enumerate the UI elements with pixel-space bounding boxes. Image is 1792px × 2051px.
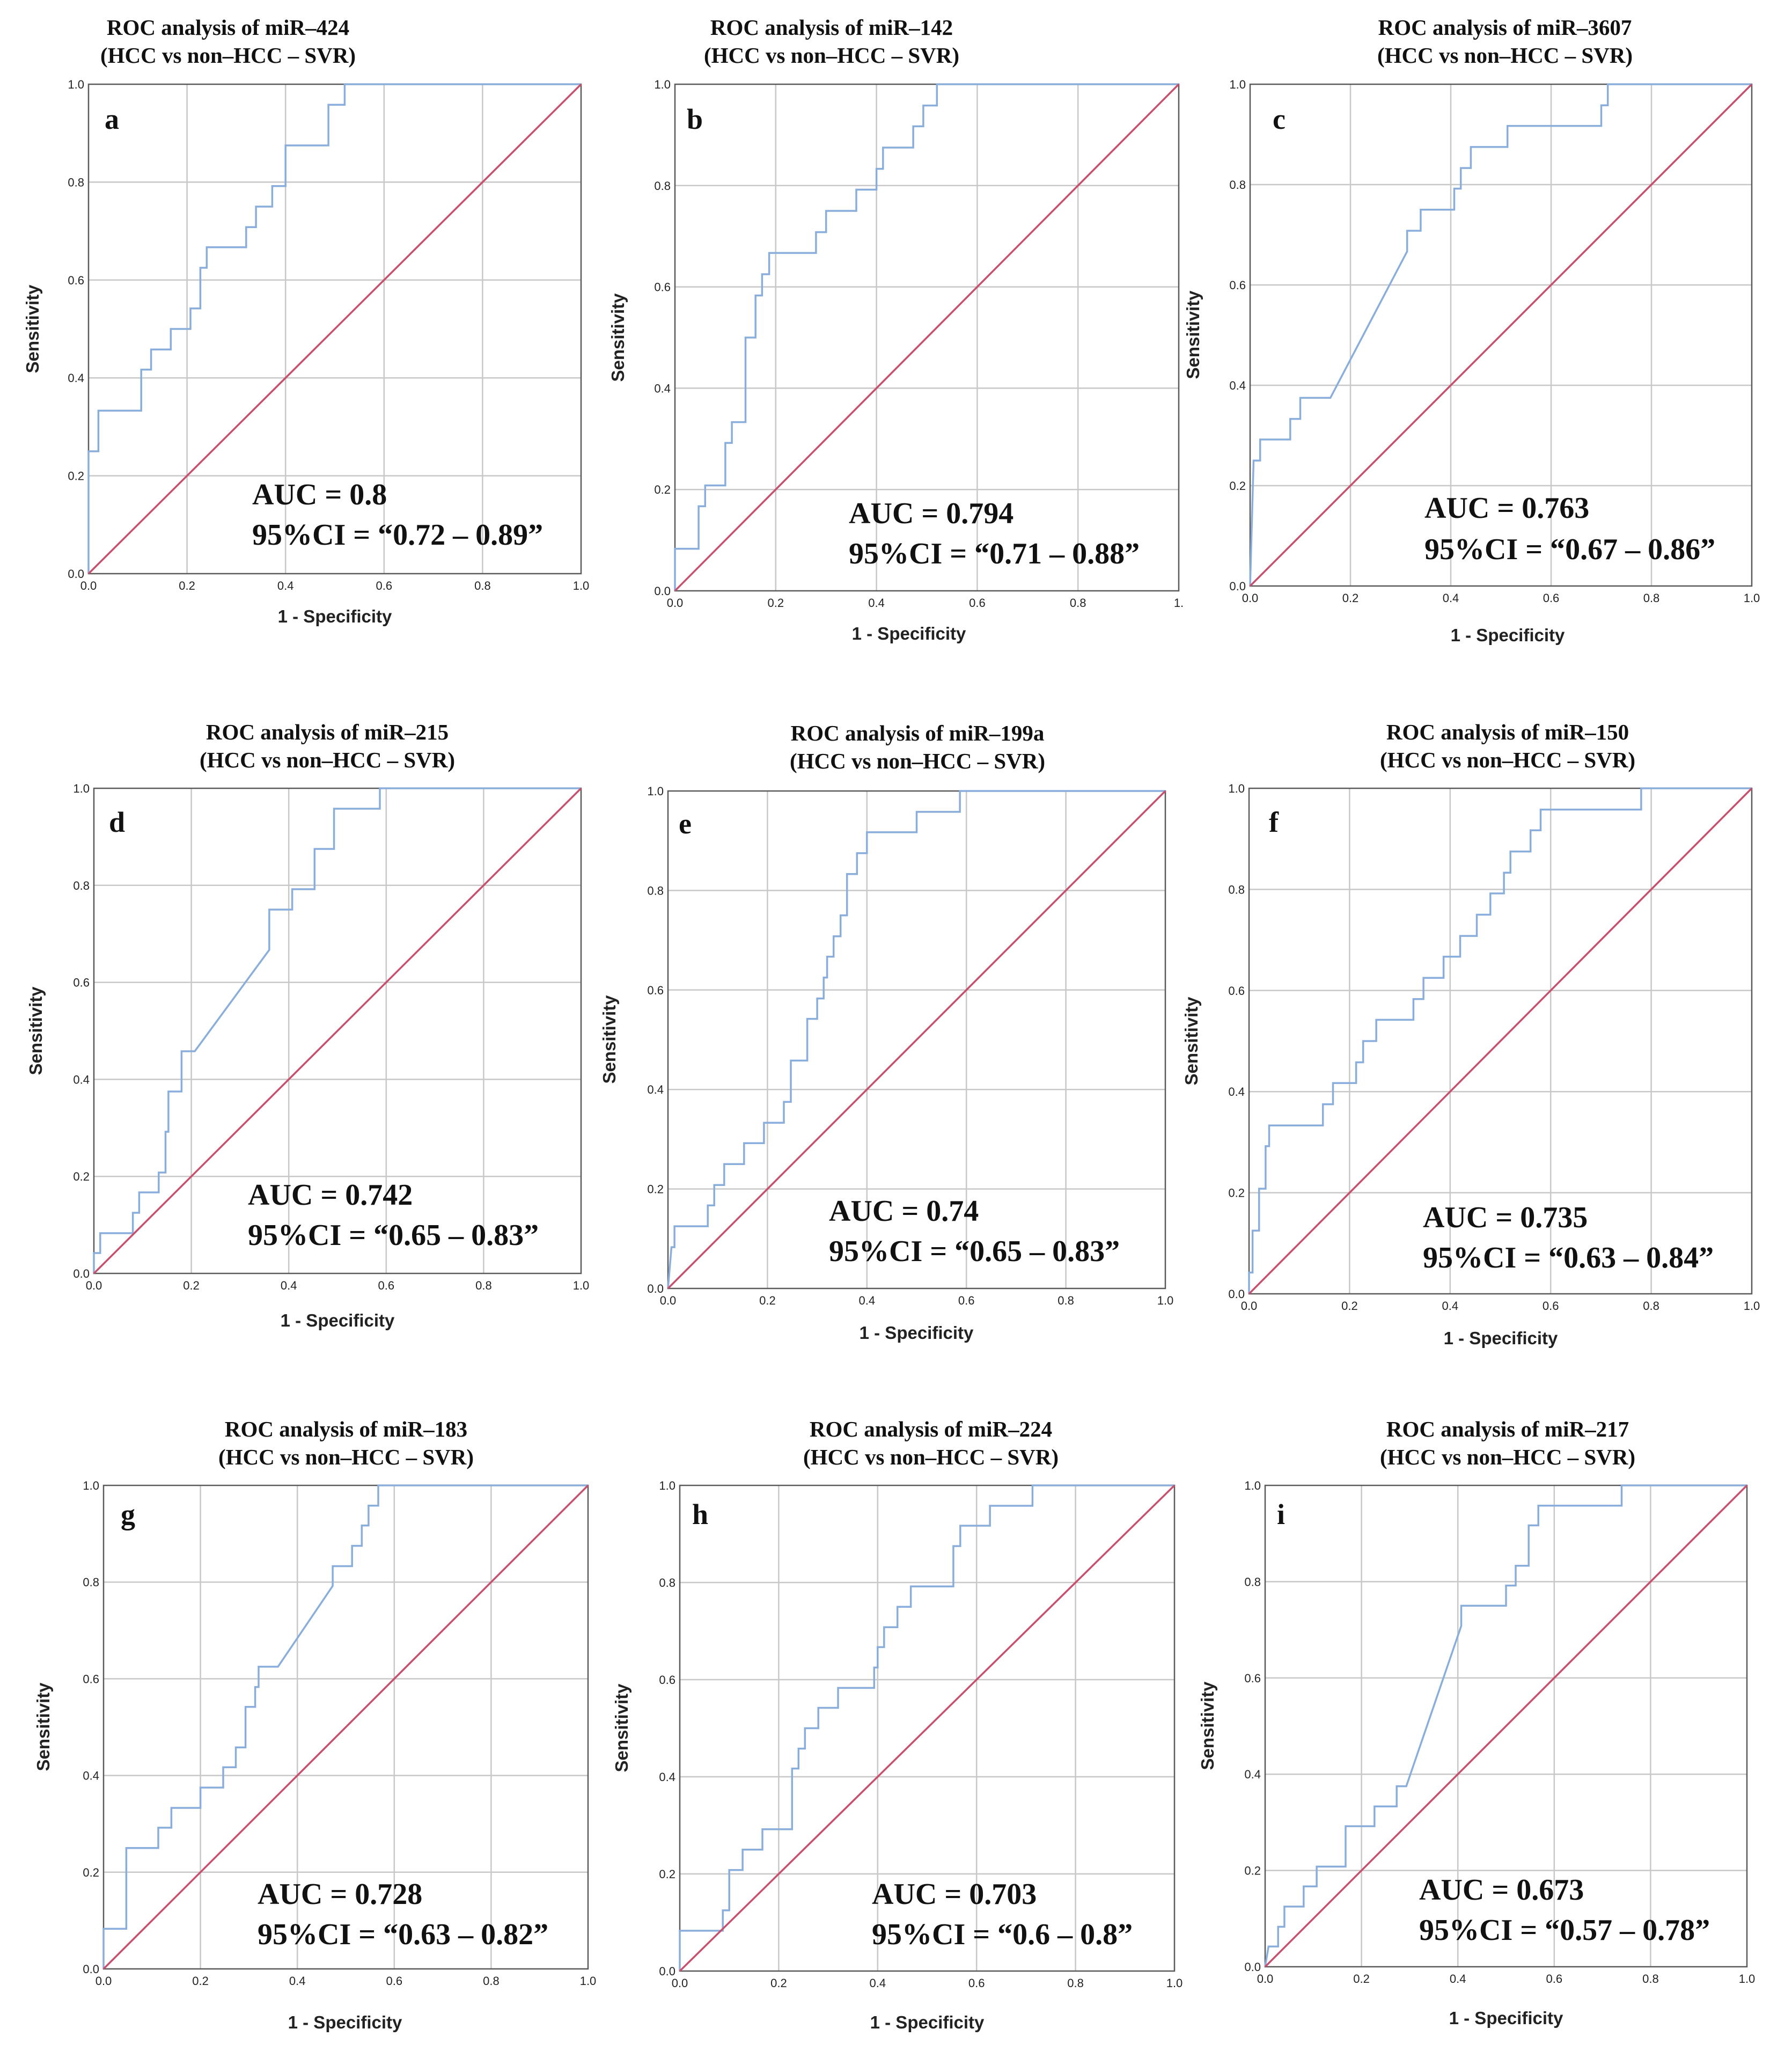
x-tick-label: 1. bbox=[1173, 596, 1184, 610]
x-tick-label: 1.0 bbox=[1157, 1294, 1174, 1307]
y-axis-label: Sensitivity bbox=[1183, 290, 1203, 379]
ci-annotation: 95%CI = “0.65 – 0.83” bbox=[829, 1235, 1120, 1268]
y-tick-label: 0.4 bbox=[1244, 1768, 1261, 1782]
x-tick-label: 0.4 bbox=[858, 1294, 876, 1307]
y-tick-label: 0.6 bbox=[68, 273, 84, 287]
x-axis-label: 1 - Specificity bbox=[1443, 1328, 1558, 1348]
y-tick-label: 0.0 bbox=[1228, 1287, 1245, 1301]
auc-annotation: AUC = 0.8 bbox=[252, 478, 387, 511]
x-tick-label: 0.6 bbox=[378, 1279, 395, 1292]
y-tick-label: 1.0 bbox=[654, 78, 671, 91]
panel-d bbox=[26, 720, 589, 1330]
panel-e bbox=[599, 721, 1173, 1343]
y-tick-label: 0.4 bbox=[68, 371, 84, 385]
x-axis-label: 1 - Specificity bbox=[859, 1323, 974, 1343]
y-axis-label: Sensitivity bbox=[612, 1683, 631, 1772]
y-tick-label: 0.8 bbox=[73, 878, 90, 892]
y-axis-label: Sensitivity bbox=[608, 293, 628, 382]
chart-subtitle: (HCC vs non–HCC – SVR) bbox=[1377, 43, 1633, 68]
y-tick-label: 0.6 bbox=[1244, 1671, 1261, 1685]
x-tick-label: 0.4 bbox=[869, 1976, 886, 1990]
y-tick-label: 0.0 bbox=[659, 1965, 675, 1978]
panel-letter: d bbox=[109, 806, 126, 838]
y-tick-label: 0.6 bbox=[647, 983, 664, 997]
x-tick-label: 0.0 bbox=[1240, 1299, 1258, 1313]
x-tick-label: 0.6 bbox=[386, 1974, 403, 1988]
x-tick-label: 0.8 bbox=[1643, 591, 1660, 605]
x-tick-label: 1.0 bbox=[579, 1974, 597, 1988]
y-tick-label: 0.2 bbox=[654, 483, 671, 497]
y-tick-label: 0.0 bbox=[654, 584, 671, 598]
x-tick-label: 0.0 bbox=[85, 1279, 102, 1292]
x-tick-label: 0.6 bbox=[376, 579, 393, 592]
chart-subtitle: (HCC vs non–HCC – SVR) bbox=[1379, 1445, 1636, 1469]
ci-annotation: 95%CI = “0.67 – 0.86” bbox=[1424, 533, 1716, 566]
panel-letter: f bbox=[1269, 806, 1279, 838]
y-tick-label: 0.8 bbox=[68, 175, 84, 189]
panel-g bbox=[33, 1417, 596, 2032]
x-tick-label: 1.0 bbox=[1166, 1976, 1183, 1990]
y-axis-label: Sensitivity bbox=[1198, 1681, 1217, 1770]
y-tick-label: 0.0 bbox=[1229, 580, 1246, 593]
x-tick-label: 0.4 bbox=[1449, 1972, 1466, 1986]
x-tick-label: 1.0 bbox=[572, 1279, 590, 1292]
x-tick-label: 0.6 bbox=[958, 1294, 975, 1307]
y-tick-label: 0.0 bbox=[68, 567, 84, 581]
x-tick-label: 0.6 bbox=[1543, 591, 1560, 605]
x-tick-label: 0.4 bbox=[868, 596, 885, 610]
x-tick-label: 0.2 bbox=[1341, 1299, 1358, 1313]
chart-title: ROC analysis of miR–217 bbox=[1386, 1417, 1629, 1441]
y-tick-label: 0.8 bbox=[654, 179, 671, 193]
panel-i bbox=[1198, 1417, 1755, 2028]
y-tick-label: 0.6 bbox=[1228, 984, 1245, 998]
x-tick-label: 1.0 bbox=[572, 579, 590, 592]
x-axis-label: 1 - Specificity bbox=[280, 1310, 395, 1330]
chart-subtitle: (HCC vs non–HCC – SVR) bbox=[100, 43, 356, 68]
x-tick-label: 0.4 bbox=[1442, 591, 1459, 605]
y-axis-label: Sensitivity bbox=[1181, 997, 1201, 1086]
panel-letter: a bbox=[105, 103, 119, 135]
y-tick-label: 1.0 bbox=[68, 78, 84, 91]
panel-c bbox=[1183, 15, 1760, 645]
ci-annotation: 95%CI = “0.63 – 0.84” bbox=[1423, 1241, 1714, 1274]
chart-subtitle: (HCC vs non–HCC – SVR) bbox=[199, 748, 456, 772]
chart-title: ROC analysis of miR–224 bbox=[809, 1417, 1053, 1441]
x-tick-label: 1.0 bbox=[1743, 1299, 1760, 1313]
chart-title: ROC analysis of miR–215 bbox=[205, 720, 449, 744]
panel-letter: i bbox=[1277, 1498, 1286, 1530]
auc-annotation: AUC = 0.735 bbox=[1423, 1201, 1588, 1234]
y-tick-label: 0.2 bbox=[1244, 1864, 1261, 1878]
y-tick-label: 1.0 bbox=[1228, 782, 1245, 795]
y-tick-label: 0.0 bbox=[1244, 1960, 1261, 1974]
x-tick-label: 0.4 bbox=[280, 1279, 297, 1292]
chart-title: ROC analysis of miR–3607 bbox=[1378, 15, 1632, 40]
chart-subtitle: (HCC vs non–HCC – SVR) bbox=[1379, 748, 1636, 772]
ci-annotation: 95%CI = “0.65 – 0.83” bbox=[248, 1219, 539, 1252]
x-axis-label: 1 - Specificity bbox=[1450, 625, 1565, 645]
x-tick-label: 0.0 bbox=[659, 1294, 677, 1307]
y-tick-label: 0.8 bbox=[647, 884, 664, 898]
x-tick-label: 0.2 bbox=[770, 1976, 787, 1990]
y-tick-label: 1.0 bbox=[1244, 1479, 1261, 1492]
y-tick-label: 0.0 bbox=[83, 1962, 99, 1976]
x-tick-label: 0.4 bbox=[1442, 1299, 1459, 1313]
x-tick-label: 0.8 bbox=[1643, 1299, 1659, 1313]
y-tick-label: 0.8 bbox=[1229, 178, 1246, 192]
y-tick-label: 0.6 bbox=[654, 280, 671, 294]
y-tick-label: 0.4 bbox=[1229, 379, 1246, 392]
x-tick-label: 0.8 bbox=[483, 1974, 500, 1988]
auc-annotation: AUC = 0.763 bbox=[1424, 492, 1590, 525]
x-tick-label: 0.2 bbox=[192, 1974, 209, 1988]
y-tick-label: 0.4 bbox=[654, 382, 671, 395]
x-tick-label: 0.2 bbox=[767, 596, 784, 610]
y-tick-label: 0.6 bbox=[659, 1673, 675, 1687]
x-axis-label: 1 - Specificity bbox=[870, 2012, 985, 2032]
y-tick-label: 1.0 bbox=[647, 785, 664, 798]
ci-annotation: 95%CI = “0.71 – 0.88” bbox=[849, 537, 1140, 570]
x-tick-label: 0.8 bbox=[475, 1279, 492, 1292]
y-tick-label: 1.0 bbox=[73, 782, 90, 795]
chart-title: ROC analysis of miR–199a bbox=[790, 721, 1045, 745]
y-tick-label: 0.2 bbox=[83, 1865, 99, 1879]
x-tick-label: 0.2 bbox=[1342, 591, 1359, 605]
y-tick-label: 0.8 bbox=[83, 1576, 99, 1589]
y-tick-label: 0.2 bbox=[1228, 1186, 1245, 1200]
y-tick-label: 0.4 bbox=[647, 1083, 664, 1097]
x-tick-label: 0.8 bbox=[1642, 1972, 1659, 1986]
ci-annotation: 95%CI = “0.6 – 0.8” bbox=[872, 1918, 1133, 1951]
x-tick-label: 0.0 bbox=[95, 1974, 112, 1988]
y-tick-label: 0.4 bbox=[73, 1073, 90, 1087]
y-tick-label: 0.2 bbox=[659, 1867, 675, 1881]
y-tick-label: 0.6 bbox=[1229, 279, 1246, 292]
x-tick-label: 0.2 bbox=[1353, 1972, 1370, 1986]
x-tick-label: 0.8 bbox=[1067, 1976, 1084, 1990]
x-tick-label: 0.0 bbox=[80, 579, 97, 592]
panel-letter: b bbox=[687, 103, 703, 135]
panel-h bbox=[612, 1417, 1183, 2032]
x-tick-label: 0.0 bbox=[1257, 1972, 1274, 1986]
chart-subtitle: (HCC vs non–HCC – SVR) bbox=[703, 43, 960, 68]
panel-b bbox=[608, 15, 1184, 643]
ci-annotation: 95%CI = “0.57 – 0.78” bbox=[1419, 1914, 1710, 1947]
y-tick-label: 1.0 bbox=[659, 1479, 675, 1492]
auc-annotation: AUC = 0.74 bbox=[829, 1195, 979, 1228]
y-tick-label: 0.0 bbox=[647, 1282, 664, 1295]
y-tick-label: 0.2 bbox=[647, 1182, 664, 1196]
x-tick-label: 0.2 bbox=[759, 1294, 776, 1307]
chart-title: ROC analysis of miR–142 bbox=[710, 15, 953, 40]
y-tick-label: 0.2 bbox=[73, 1170, 90, 1184]
x-tick-label: 0.0 bbox=[671, 1976, 688, 1990]
x-tick-label: 0.2 bbox=[179, 579, 195, 592]
y-tick-label: 0.8 bbox=[1228, 883, 1245, 897]
x-tick-label: 0.0 bbox=[1242, 591, 1259, 605]
x-tick-label: 0.6 bbox=[1542, 1299, 1559, 1313]
x-tick-label: 1.0 bbox=[1738, 1972, 1756, 1986]
x-tick-label: 0.6 bbox=[969, 596, 986, 610]
y-tick-label: 0.2 bbox=[1229, 479, 1246, 493]
y-tick-label: 0.2 bbox=[68, 469, 84, 483]
y-tick-label: 0.4 bbox=[83, 1769, 99, 1783]
panel-a bbox=[23, 15, 589, 626]
x-tick-label: 0.6 bbox=[968, 1976, 985, 1990]
x-axis-label: 1 - Specificity bbox=[277, 606, 392, 626]
x-axis-label: 1 - Specificity bbox=[851, 624, 966, 643]
chart-subtitle: (HCC vs non–HCC – SVR) bbox=[789, 749, 1046, 773]
x-axis-label: 1 - Specificity bbox=[288, 2012, 402, 2032]
x-tick-label: 0.4 bbox=[277, 579, 294, 592]
x-axis-label: 1 - Specificity bbox=[1449, 2008, 1563, 2028]
ci-annotation: 95%CI = “0.72 – 0.89” bbox=[252, 518, 544, 552]
y-axis-label: Sensitivity bbox=[23, 284, 42, 373]
panel-letter: e bbox=[679, 808, 692, 840]
y-axis-label: Sensitivity bbox=[26, 986, 46, 1075]
y-tick-label: 0.4 bbox=[1228, 1085, 1245, 1099]
x-tick-label: 0.6 bbox=[1546, 1972, 1563, 1986]
chart-title: ROC analysis of miR–424 bbox=[106, 15, 350, 40]
x-tick-label: 0.8 bbox=[1069, 596, 1086, 610]
x-tick-label: 0.8 bbox=[1057, 1294, 1074, 1307]
auc-annotation: AUC = 0.703 bbox=[872, 1878, 1037, 1911]
x-tick-label: 0.2 bbox=[183, 1279, 200, 1292]
auc-annotation: AUC = 0.794 bbox=[849, 497, 1014, 530]
y-tick-label: 0.8 bbox=[659, 1576, 675, 1589]
auc-annotation: AUC = 0.728 bbox=[258, 1878, 423, 1911]
panel-f bbox=[1181, 720, 1760, 1348]
panel-letter: g bbox=[121, 1498, 135, 1530]
x-tick-label: 1.0 bbox=[1743, 591, 1760, 605]
y-tick-label: 0.8 bbox=[1244, 1575, 1261, 1589]
chart-title: ROC analysis of miR–150 bbox=[1386, 720, 1629, 744]
x-tick-label: 0.0 bbox=[666, 596, 684, 610]
y-axis-label: Sensitivity bbox=[33, 1682, 53, 1771]
x-tick-label: 0.8 bbox=[474, 579, 491, 592]
y-tick-label: 0.0 bbox=[73, 1267, 90, 1280]
auc-annotation: AUC = 0.742 bbox=[248, 1178, 413, 1212]
chart-title: ROC analysis of miR–183 bbox=[224, 1417, 468, 1441]
y-tick-label: 1.0 bbox=[83, 1479, 99, 1492]
panel-letter: c bbox=[1273, 103, 1286, 135]
chart-subtitle: (HCC vs non–HCC – SVR) bbox=[803, 1445, 1059, 1469]
ci-annotation: 95%CI = “0.63 – 0.82” bbox=[258, 1918, 549, 1951]
y-tick-label: 0.4 bbox=[659, 1770, 675, 1784]
y-tick-label: 0.6 bbox=[73, 976, 90, 990]
panel-letter: h bbox=[692, 1498, 709, 1530]
y-tick-label: 0.6 bbox=[83, 1672, 99, 1686]
x-tick-label: 0.4 bbox=[289, 1974, 306, 1988]
auc-annotation: AUC = 0.673 bbox=[1419, 1873, 1584, 1907]
y-axis-label: Sensitivity bbox=[599, 995, 619, 1084]
y-tick-label: 1.0 bbox=[1229, 78, 1246, 91]
chart-subtitle: (HCC vs non–HCC – SVR) bbox=[218, 1445, 474, 1469]
